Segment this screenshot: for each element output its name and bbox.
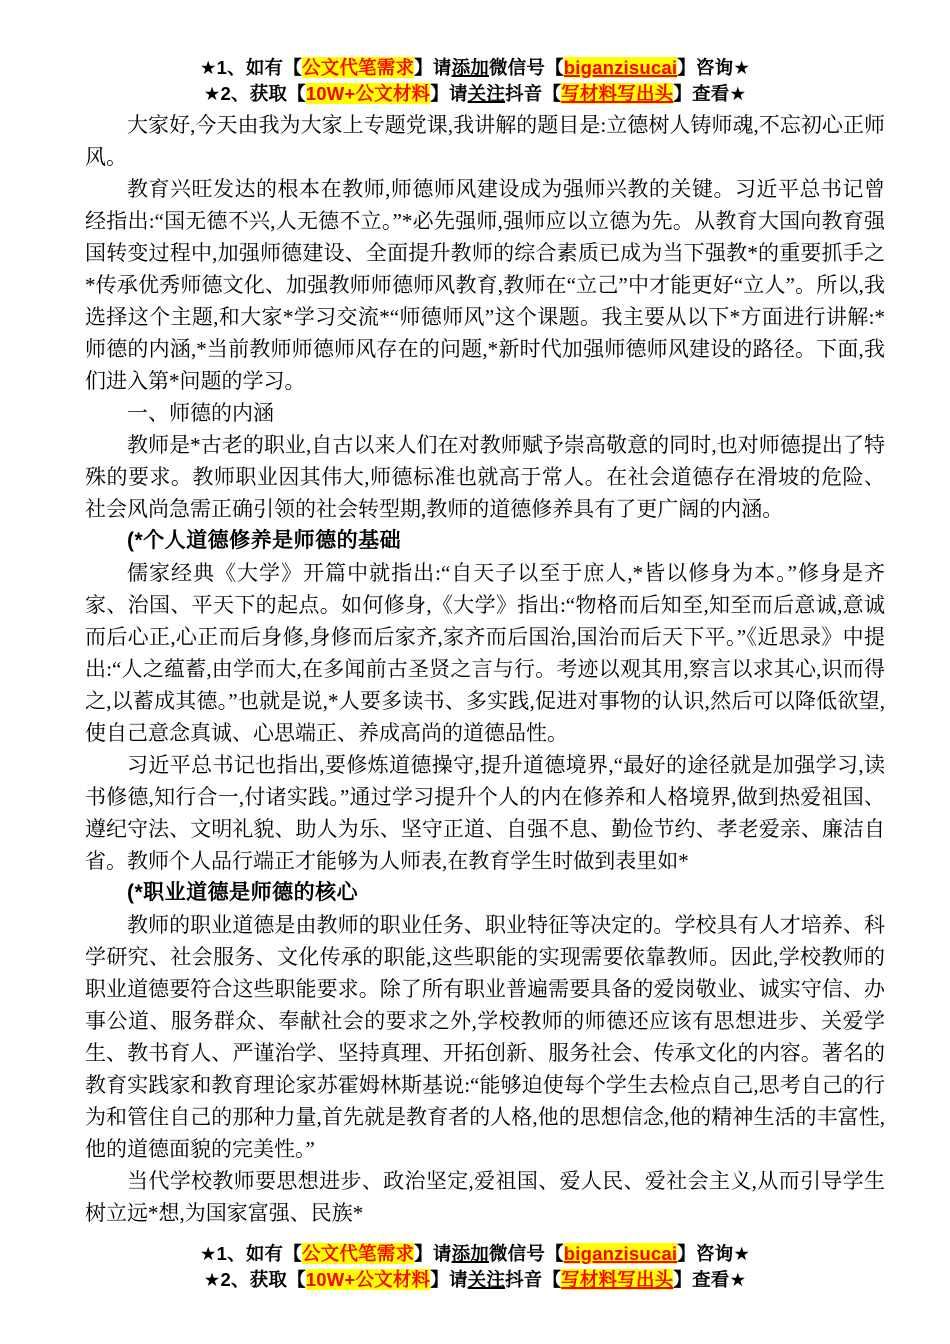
subsection-heading-personal-morality: (*个人道德修养是师德的基础 (127, 529, 402, 552)
promo-header-line2 (0, 81, 950, 107)
promo-line1-mid2: 微信号【 (488, 57, 564, 78)
promo-footer-line2-highlight-material: 10W+公文材料 (305, 1269, 431, 1290)
promo-footer-line2-douyin-id: 写材料写出头 (561, 1269, 674, 1290)
promo-footer-line2-mid2: 抖音【 (505, 1269, 562, 1290)
promo-line1-highlight-service: 公文代笔需求 (301, 57, 415, 78)
promo-footer (0, 1241, 950, 1293)
promo-header (0, 55, 950, 107)
subsection-heading-professional-ethics: (*职业道德是师德的核心 (127, 881, 359, 904)
promo-line1-suffix: 】咨询★ (677, 57, 751, 78)
promo-line2-mid1: 】请 (430, 83, 468, 104)
promo-footer-line1-highlight-service: 公文代笔需求 (301, 1243, 415, 1264)
document-body (85, 109, 885, 1229)
paragraph-contemporary-teachers: 当代学校教师要思想进步、政治坚定,爱祖国、爱人民、爱社会主义,从而引导学生树立远*想,为国家富强、民族* (85, 1169, 885, 1225)
promo-footer-line1-wechat-id: biganzisucai (563, 1243, 678, 1264)
paragraph-teacher-profession: 教师是*古老的职业,自古以来人们在对教师赋予崇高敬意的同时,也对师德提出了特殊的要求。教师职业因其伟大,师德标准也就高于常人。在社会道德存在滑坡的危险、社会风尚急需正确引领的社会转型期,教师的道德修养具有了更广阔的内涵。 (85, 433, 885, 521)
promo-footer-line2-underline-follow: 关注 (467, 1269, 506, 1290)
promo-line2-highlight-material: 10W+公文材料 (305, 83, 431, 104)
paragraph-professional-ethics: 教师的职业道德是由教师的职业任务、职业特征等决定的。学校具有人才培养、科学研究、社会服务、文化传承的职能,这些职能的实现需要依靠教师。因此,学校教师的职业道德要符合这些职能要求。除了所有职业普遍需要具备的爱岗敬业、诚实守信、办事公道、服务群众、奉献社会的要求之外,学校教师的师德还应该有思想进步、关爱学生、教书育人、严谨治学、坚持真理、开拓创新、服务社会、传承文化的内容。著名的教育实践家和教育理论家苏霍姆林斯基说:“能够迫使每个学生去检点自己,思考自己的行为和管住自己的那种力量,首先就是教育者的人格,他的思想信念,他的精神生活的丰富性,他的道德面貌的完美性。” (85, 913, 885, 1161)
promo-footer-line2-suffix: 】查看★ (673, 1269, 747, 1290)
promo-line2-prefix: ★2、获取【 (203, 83, 306, 104)
paragraph-greeting: 大家好,今天由我为大家上专题党课,我讲解的题目是:立德树人铸师魂,不忘初心正师风。 (85, 113, 885, 169)
promo-line2-mid2: 抖音【 (505, 83, 562, 104)
paragraph-xi-quote-study: 习近平总书记也指出,要修炼道德操守,提升道德境界,“最好的途径就是加强学习,读书修德,知行合一,付诸实践。”通过学习提升个人的内在修养和人格境界,做到热爱祖国、遵纪守法、文明礼貌、助人为乐、坚守正道、自强不息、勤俭节约、孝老爱亲、廉洁自省。教师个人品行端正才能够为人师表,在教育学生时做到表里如* (85, 753, 885, 873)
promo-footer-line1 (0, 1241, 950, 1267)
promo-line2-douyin-id: 写材料写出头 (561, 83, 674, 104)
promo-line1-prefix: ★1、如有【 (199, 57, 302, 78)
promo-footer-line1-underline-add: 添加 (451, 1243, 489, 1264)
promo-line2-underline-follow: 关注 (467, 83, 506, 104)
promo-footer-line1-suffix: 】咨询★ (677, 1243, 751, 1264)
promo-line1-wechat-id: biganzisucai (563, 57, 678, 78)
promo-footer-line2-mid1: 】请 (430, 1269, 468, 1290)
promo-line1-underline-add: 添加 (451, 57, 489, 78)
paragraph-confucian-classics: 儒家经典《大学》开篇中就指出:“自天子以至于庶人,*皆以修身为本。”修身是齐家、治国、平天下的起点。如何修身,《大学》指出:“物格而后知至,知至而后意诚,意诚而后心正,心正而后身修,身修而后家齐,家齐而后国治,国治而后天下平。”《近思录》中提出:“人之蕴蓄,由学而大,在多闻前古圣贤之言与行。考迹以观其用,察言以求其心,识而得之,以蓄成其德。”也就是说,*人要多读书、多实践,促进对事物的认识,然后可以降低欲望,使自己意念真诚、心思端正、养成高尚的道德品性。 (85, 561, 885, 745)
promo-line1-mid1: 】请 (414, 57, 452, 78)
promo-footer-line1-mid1: 】请 (414, 1243, 452, 1264)
promo-footer-line1-prefix: ★1、如有【 (199, 1243, 302, 1264)
section-title-1: 一、师德的内涵 (127, 401, 274, 425)
promo-header-line1 (0, 55, 950, 81)
paragraph-intro: 教育兴旺发达的根本在教师,师德师风建设成为强师兴教的关键。习近平总书记曾经指出:“国无德不兴,人无德不立。”*必先强师,强师应以立德为先。从教育大国向教育强国转变过程中,加强师德建设、全面提升教师的综合素质已成为当下强教*的重要抓手之*传承优秀师德文化、加强教师师德师风教育,教师在“立己”中才能更好“立人”。所以,我选择这个主题,和大家*学习交流*“师德师风”这个课题。我主要从以下*方面进行讲解:*师德的内涵,*当前教师师德师风存在的问题,*新时代加强师德师风建设的路径。下面,我们进入第*问题的学习。 (85, 177, 885, 393)
promo-footer-line2 (0, 1267, 950, 1293)
promo-footer-line2-prefix: ★2、获取【 (203, 1269, 306, 1290)
promo-line2-suffix: 】查看★ (673, 83, 747, 104)
promo-footer-line1-mid2: 微信号【 (488, 1243, 564, 1264)
